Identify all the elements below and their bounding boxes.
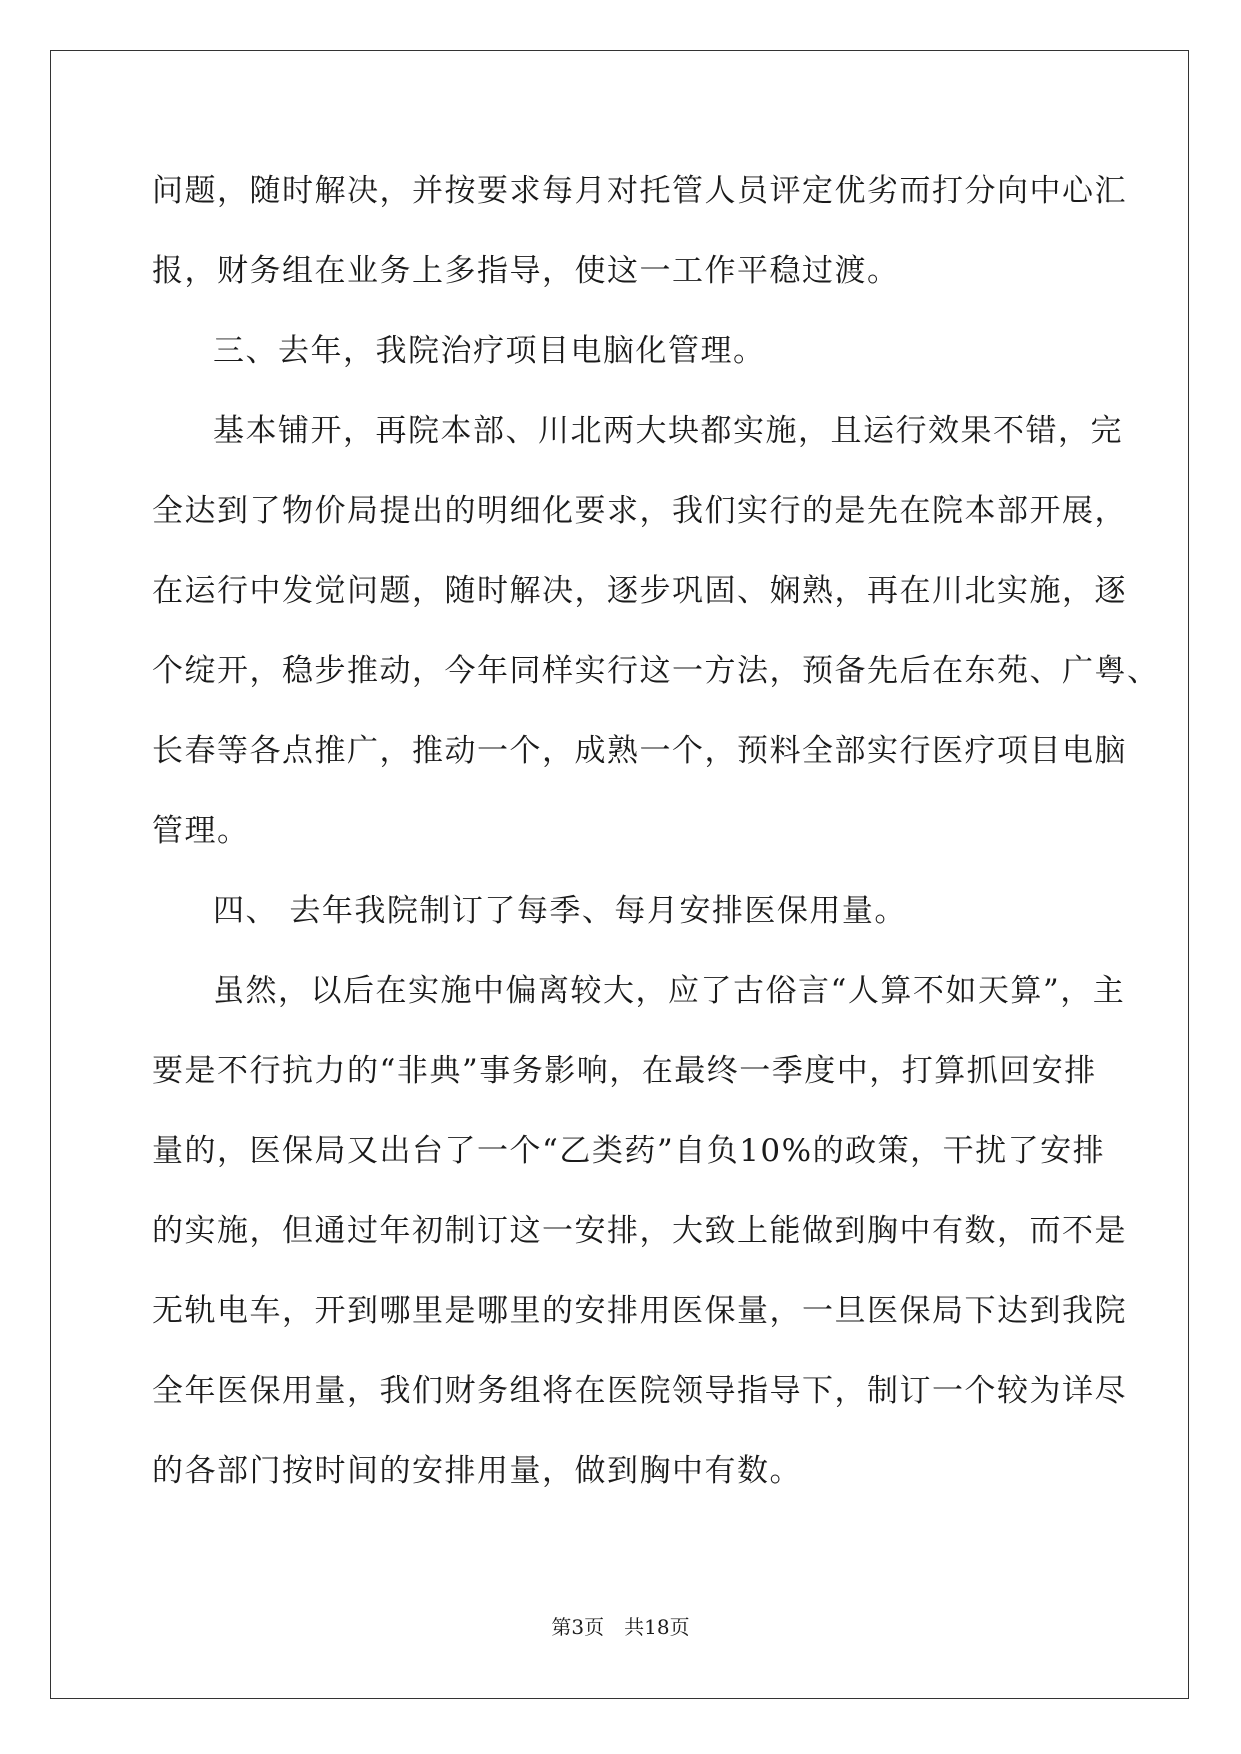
- text-line: 的实施，但通过年初制订这一安排，大致上能做到胸中有数，而不是: [152, 1213, 1127, 1249]
- section-heading: 三、去年，我院治疗项目电脑化管理。: [213, 333, 766, 369]
- text-line: 虽然，以后在实施中偏离较大，应了古俗言“人算不如天算”，主: [213, 973, 1126, 1009]
- text-line: 量的，医保局又出台了一个“乙类药”自负10%的政策，干扰了安排: [152, 1133, 1106, 1169]
- section-heading: 四、 去年我院制订了每季、每月安排医保用量。: [213, 893, 907, 929]
- text-line: 要是不行抗力的“非典”事务影响，在最终一季度中，打算抓回安排: [152, 1053, 1097, 1089]
- text-line: 报，财务组在业务上多指导，使这一工作平稳过渡。: [152, 253, 900, 289]
- text-line: 管理。: [152, 813, 250, 849]
- text-line: 个绽开，稳步推动，今年同样实行这一方法，预备先后在东苑、广粤、: [152, 653, 1160, 689]
- text-line: 在运行中发觉问题，随时解决，逐步巩固、娴熟，再在川北实施，逐: [152, 573, 1127, 609]
- text-line: 全年医保用量，我们财务组将在医院领导指导下，制订一个较为详尽: [152, 1373, 1127, 1409]
- text-line: 基本铺开，再院本部、川北两大块都实施，且运行效果不错，完: [213, 413, 1123, 449]
- text-line: 长春等各点推广，推动一个，成熟一个，预料全部实行医疗项目电脑: [152, 733, 1127, 769]
- text-line: 的各部门按时间的安排用量，做到胸中有数。: [152, 1453, 802, 1489]
- text-line: 问题，随时解决，并按要求每月对托管人员评定优劣而打分向中心汇: [152, 173, 1127, 209]
- text-line: 全达到了物价局提出的明细化要求，我们实行的是先在院本部开展，: [152, 493, 1127, 529]
- text-line: 无轨电车，开到哪里是哪里的安排用医保量，一旦医保局下达到我院: [152, 1293, 1127, 1329]
- page-number: 第3页 共18页: [551, 1615, 690, 1639]
